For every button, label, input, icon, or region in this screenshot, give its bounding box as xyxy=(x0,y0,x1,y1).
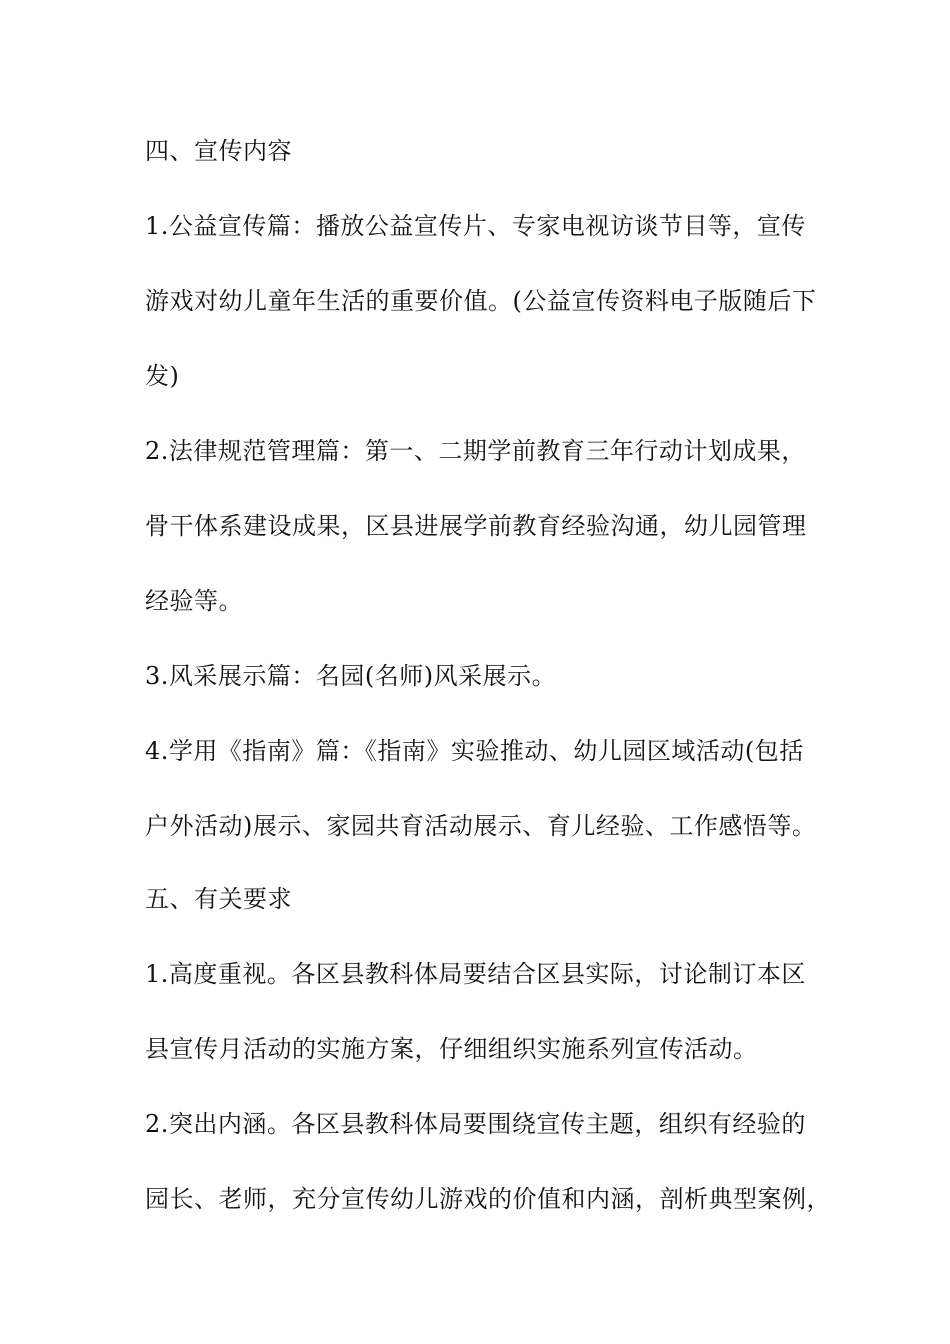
paragraph-line: 骨干体系建设成果，区县进展学前教育经验沟通，幼儿园管理 xyxy=(145,512,807,540)
paragraph-line: 园长、老师，充分宣传幼儿游戏的价值和内涵，剖析典型案例， xyxy=(145,1185,831,1213)
paragraph-line: 户外活动)展示、家园共育活动展示、育儿经验、工作感悟等。 xyxy=(145,812,817,840)
paragraph-line: 2.突出内涵。各区县教科体局要围绕宣传主题，组织有经验的 xyxy=(145,1110,806,1138)
paragraph-line: 发) xyxy=(145,362,180,390)
paragraph-line: 经验等。 xyxy=(145,587,243,615)
paragraph-line: 1.高度重视。各区县教科体局要结合区县实际，讨论制订本区 xyxy=(145,960,806,988)
paragraph-line: 3.风采展示篇：名园(名师)风采展示。 xyxy=(145,662,557,690)
paragraph-line: 县宣传月活动的实施方案，仔细组织实施系列宣传活动。 xyxy=(145,1035,758,1063)
paragraph-line: 游戏对幼儿童年生活的重要价值。(公益宣传资料电子版随后下 xyxy=(145,287,817,315)
section-heading-publicity-content: 四、宣传内容 xyxy=(145,137,292,165)
paragraph-line: 1.公益宣传篇：播放公益宣传片、专家电视访谈节目等，宣传 xyxy=(145,212,806,240)
section-heading-requirements: 五、有关要求 xyxy=(145,885,292,913)
paragraph-line: 2.法律规范管理篇：第一、二期学前教育三年行动计划成果， xyxy=(145,437,806,465)
paragraph-line: 4.学用《指南》篇：《指南》实验推动、幼儿园区域活动(包括 xyxy=(145,737,804,765)
